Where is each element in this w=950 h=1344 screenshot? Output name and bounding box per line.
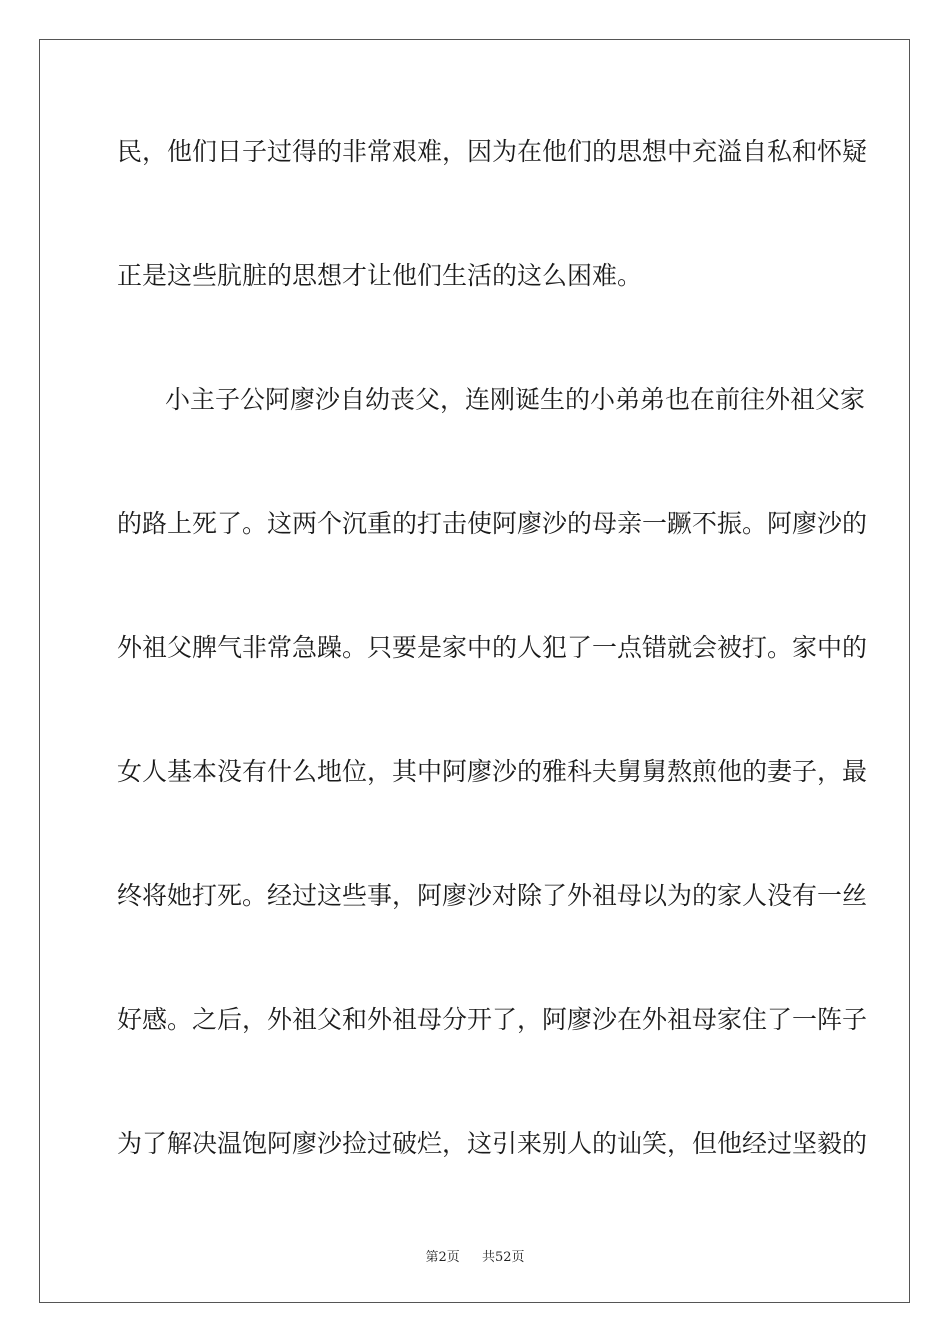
text-line-1: 民，他们日子过得的非常艰难，因为在他们的思想中充溢自私和怀疑 xyxy=(117,137,868,166)
text-line-2: 正是这些肮脏的思想才让他们生活的这么困难。 xyxy=(117,261,643,290)
text-line-8: 好感。之后，外祖父和外祖母分开了，阿廖沙在外祖母家住了一阵子 xyxy=(117,1005,868,1034)
page-total: 共52页 xyxy=(482,1250,525,1265)
text-line-3: 小主子公阿廖沙自幼丧父，连刚诞生的小弟弟也在前往外祖父家 xyxy=(165,385,866,414)
page-number: 第2页 xyxy=(425,1250,460,1265)
page-footer xyxy=(0,1246,950,1265)
text-line-9: 为了解决温饱阿廖沙捡过破烂，这引来别人的讪笑，但他经过坚毅的 xyxy=(117,1129,868,1158)
text-line-5: 外祖父脾气非常急躁。只要是家中的人犯了一点错就会被打。家中的 xyxy=(117,633,868,662)
page-border xyxy=(39,39,910,1303)
text-line-7: 终将她打死。经过这些事，阿廖沙对除了外祖母以为的家人没有一丝 xyxy=(117,881,868,910)
text-line-6: 女人基本没有什么地位，其中阿廖沙的雅科夫舅舅熬煎他的妻子，最 xyxy=(117,757,868,786)
text-line-4: 的路上死了。这两个沉重的打击使阿廖沙的母亲一蹶不振。阿廖沙的 xyxy=(117,509,868,538)
